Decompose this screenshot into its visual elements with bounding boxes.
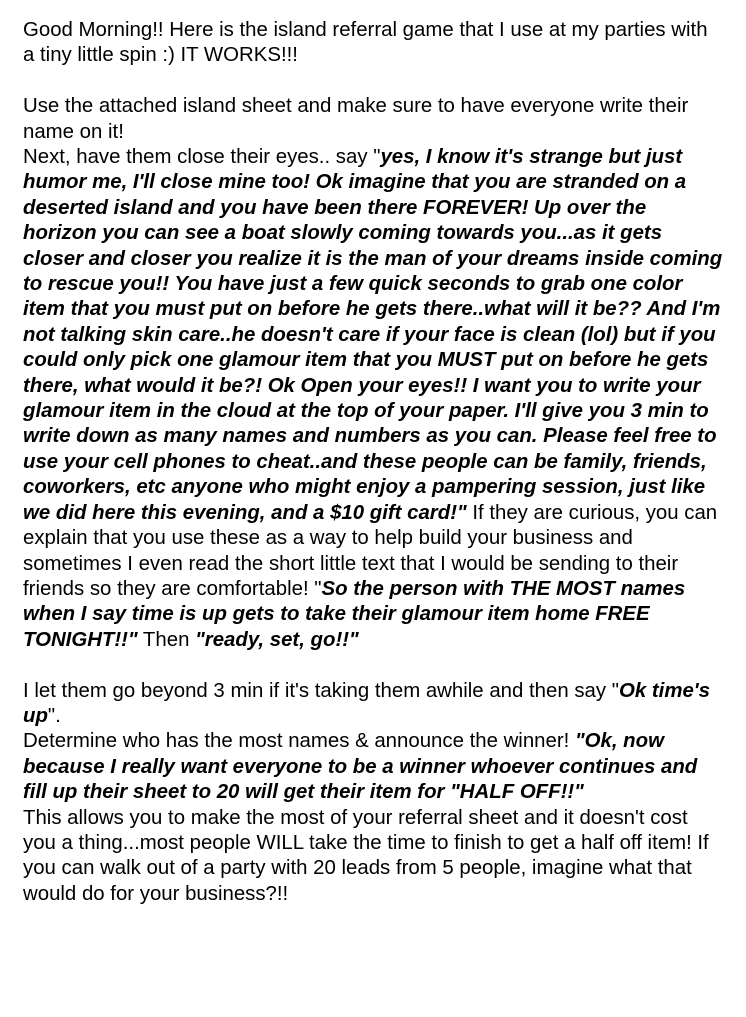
ready-set-go-quote: "ready, set, go!!" [195,628,359,651]
step3-paragraph [23,679,723,730]
closing-paragraph: This allows you to make the most of your referral sheet and it doesn't cost you a thing...most people WILL take the time to finish to get a half off item! If you can walk out of a party with 20 leads from 5 people, imagine what that would do for your business?!! [23,806,709,905]
step2-explain-text: If they are curious, you can explain that you use these as a way to help build your business and sometimes I even read the short little text that I would be sending to their friends so they are comfortable! " [23,501,718,600]
step2-lead-text: Next, have them close their eyes.. say " [23,146,381,169]
prize-quote: So the person with THE MOST names when I say time is up gets to take their glamour item home FREE TONIGHT!!" [23,577,686,651]
step4-paragraph [23,729,723,805]
half-off-quote: "Ok, now because I really want everyone to be a winner whoever continues and fill up their sheet to 20 will get their item for "HALF OFF!!" [23,730,698,804]
island-script-quote: yes, I know it's strange but just humor me, I'll close mine too! Ok imagine that you are stranded on a deserted island and you have been there FOREVER! Up over the horizon you can see a boat slowly coming towards you...as it gets closer and closer you realize it is the man of your dreams inside coming to rescue you!! You have just a few quick seconds to grab one color item that you must put on before he gets there..what will it be?? And I'm not talking skin care..he doesn't care if your face is clean (lol) but if you could only pick one glamour item that you MUST put on before he gets there, what would it be?! Ok Open your eyes!! I want you to write your glamour item in the cloud at the top of your paper. I'll give you 3 min to write down as many names and numbers as you can. Please feel free to use your cell phones to cheat..and these people can be family, friends, coworkers, etc anyone who might enjoy a pampering session, just like we did here this evening, and a $10 gift card!" [23,146,723,524]
step3-end-text: ". [47,704,61,727]
step2-paragraph [23,145,723,653]
step3-lead-text: I let them go beyond 3 min if it's taking them awhile and then say " [23,679,619,702]
step1-paragraph: Use the attached island sheet and make sure to have everyone write their name on it! [23,95,689,143]
paragraph-spacer [23,653,723,678]
paragraph-spacer [23,69,723,94]
step4-lead-text: Determine who has the most names & announce the winner! [23,730,575,753]
intro-paragraph: Good Morning!! Here is the island referral game that I use at my parties with a tiny little spin :) IT WORKS!!! [23,19,708,67]
document-body [23,18,723,907]
step2-then-text: Then [137,628,196,651]
times-up-quote: Ok time's up [23,679,710,727]
